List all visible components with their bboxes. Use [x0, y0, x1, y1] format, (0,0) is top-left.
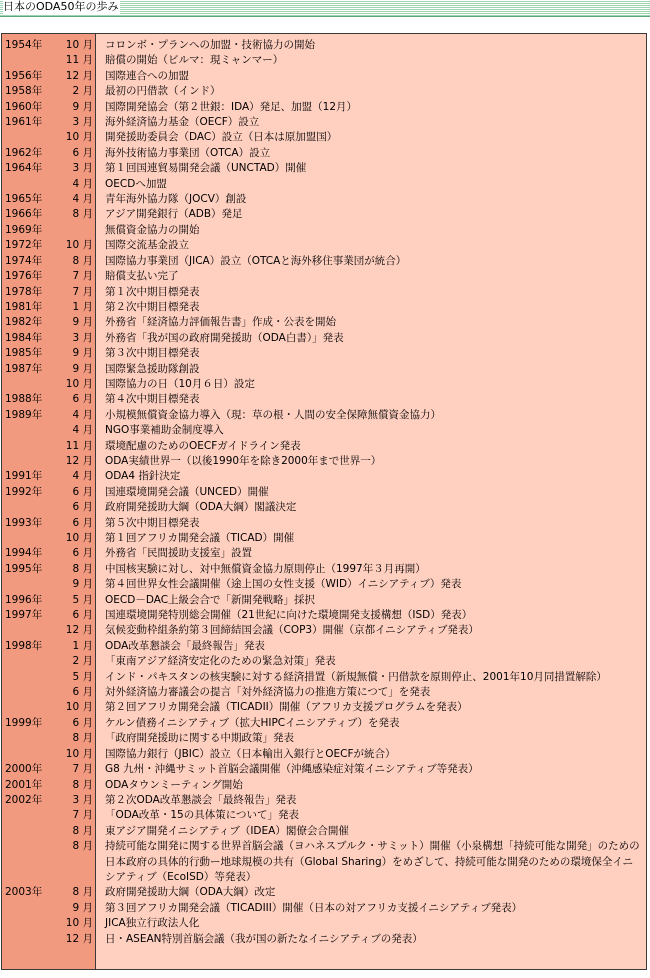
table-row [2, 207, 648, 222]
year-cell [2, 731, 53, 746]
table-row [2, 793, 648, 808]
month-cell: 12 月 [65, 454, 93, 467]
table-row [2, 53, 648, 68]
table-row [2, 654, 648, 669]
table-row [2, 639, 648, 654]
oda-timeline-table [1, 33, 647, 970]
year-cell [2, 454, 53, 469]
month-cell: 6 月 [72, 609, 93, 622]
event-cell: 最初の円借款（インド） [105, 85, 221, 98]
table-row [2, 331, 648, 346]
year-cell [2, 500, 53, 515]
table-row [2, 500, 648, 515]
month-cell: 7 月 [72, 270, 93, 283]
event-cell: 無償資金協力の開始 [105, 223, 200, 236]
table-row [2, 747, 648, 762]
event-cell: 国際協力銀行（JBIC）設立（日本輸出入銀行とOECFが統合） [105, 747, 396, 760]
event-cell: 国際協力事業団（JICA）設立（OTCAと海外移住事業団が統合） [105, 254, 407, 267]
month-cell: 11 月 [65, 54, 93, 67]
month-cell: 7 月 [72, 285, 93, 298]
table-row [2, 84, 648, 99]
table-row [2, 100, 648, 115]
year-cell [2, 916, 53, 931]
month-cell: 8 月 [72, 886, 93, 899]
year-cell [2, 824, 53, 839]
year-cell [2, 901, 53, 916]
year-cell: 1972年 [5, 239, 43, 252]
event-cell: 第３回アフリカ開発会議（TICADIII）開催（日本の対アフリカ支援イニシアティブ発表） [105, 901, 523, 914]
month-cell: 10 月 [65, 377, 93, 390]
event-cell: 国際連合への加盟 [105, 69, 189, 82]
event-cell: 第１次中期目標発表 [105, 285, 200, 298]
event-cell: 第３次中期目標発表 [105, 347, 200, 360]
event-cell: ODA4 指針決定 [105, 470, 181, 483]
event-cell: 開発援助委員会（DAC）設立（日本は原加盟国） [105, 131, 338, 144]
month-cell: 2 月 [72, 655, 93, 668]
month-cell: 5 月 [72, 670, 93, 683]
month-cell: 8 月 [72, 254, 93, 267]
event-cell: 「ODA改革・15の具体策について」発表 [105, 809, 299, 822]
table-row [2, 516, 648, 531]
month-cell: 4 月 [72, 177, 93, 190]
year-cell: 1998年 [5, 639, 43, 652]
table-row [2, 69, 648, 84]
table-row [2, 161, 648, 176]
table-row [2, 685, 648, 700]
event-cell: 政府開発援助大綱（ODA大綱）改定 [105, 886, 276, 899]
month-cell: 4 月 [72, 408, 93, 421]
month-cell: 7 月 [72, 809, 93, 822]
event-cell: 環境配慮のためのOECFガイドライン発表 [105, 439, 301, 452]
year-cell: 1981年 [5, 300, 43, 313]
year-cell: 1978年 [5, 285, 43, 298]
event-cell: 国連環境開発特別総会開催（21世紀に向けた環境開発支援構想（ISD）発表） [105, 609, 473, 622]
month-cell: 4 月 [72, 424, 93, 437]
event-cell: 青年海外協力隊（JOCV）創設 [105, 193, 247, 206]
year-cell [2, 685, 53, 700]
year-cell: 1976年 [5, 270, 43, 283]
event-cell: JICA独立行政法人化 [105, 917, 200, 930]
year-cell: 1995年 [5, 562, 43, 575]
table-row [2, 115, 648, 130]
month-cell: 3 月 [72, 116, 93, 129]
event-cell: 第２次ODA改革懇談会「最終報告」発表 [105, 793, 297, 806]
month-cell: 1 月 [72, 639, 93, 652]
event-cell: 国際緊急援助隊創設 [105, 362, 200, 375]
table-row [2, 223, 648, 238]
year-cell: 1987年 [5, 362, 43, 375]
year-cell [2, 747, 53, 762]
table-row [2, 269, 648, 284]
month-cell: 10 月 [65, 701, 93, 714]
event-cell: OECD－DAC上級会合で「新開発戦略」採択 [105, 593, 316, 606]
year-cell: 2001年 [5, 778, 43, 791]
year-cell: 1964年 [5, 162, 43, 175]
table-row [2, 377, 648, 392]
year-cell: 1969年 [5, 223, 43, 236]
month-cell: 3 月 [72, 162, 93, 175]
month-cell: 6 月 [72, 501, 93, 514]
year-cell: 2003年 [5, 886, 43, 899]
table-row [2, 408, 648, 423]
event-cell: 第２次中期目標発表 [105, 300, 200, 313]
month-cell: 3 月 [72, 793, 93, 806]
table-row [2, 177, 648, 192]
year-cell [2, 808, 53, 823]
year-cell [2, 177, 53, 192]
table-row [2, 562, 648, 577]
event-cell: NGO事業補助金制度導入 [105, 424, 224, 437]
month-cell: 9 月 [72, 901, 93, 914]
event-cell: 賠償支払い完了 [105, 270, 179, 283]
year-cell [2, 700, 53, 715]
table-row [2, 423, 648, 438]
month-cell: 10 月 [65, 747, 93, 760]
month-cell: 6 月 [72, 716, 93, 729]
table-row [2, 824, 648, 839]
event-cell: 気候変動枠組条約第３回締結国会議（COP3）開催（京都イニシアティブ発表） [105, 624, 479, 637]
table-row [2, 146, 648, 161]
month-cell: 6 月 [72, 485, 93, 498]
event-cell: 政府開発援助大綱（ODA大綱）閣議決定 [105, 501, 297, 514]
event-cell: 対外経済協力審議会の提言「対外経済協力の推進方策につて」を発表 [105, 686, 431, 699]
month-cell [53, 223, 97, 238]
month-cell: 9 月 [72, 362, 93, 375]
year-cell: 1992年 [5, 485, 43, 498]
month-cell: 12 月 [65, 624, 93, 637]
month-cell: 9 月 [72, 347, 93, 360]
title-bar [0, 0, 650, 17]
table-row [2, 546, 648, 561]
table-row [2, 238, 648, 253]
event-cell: 国際交流基金設立 [105, 239, 189, 252]
event-cell: 国際協力の日（10月６日）設定 [105, 377, 255, 390]
month-cell: 1 月 [72, 300, 93, 313]
month-cell: 10 月 [65, 917, 93, 930]
year-cell: 1984年 [5, 331, 43, 344]
year-cell [2, 377, 53, 392]
year-cell: 1961年 [5, 116, 43, 129]
event-cell: 第５次中期目標発表 [105, 516, 200, 529]
month-cell: 6 月 [72, 686, 93, 699]
month-cell: 8 月 [72, 824, 93, 837]
event-cell: ODAタウンミーティング開始 [105, 778, 243, 791]
year-cell: 1965年 [5, 193, 43, 206]
table-row [2, 623, 648, 638]
table-row [2, 916, 648, 931]
event-cell: 外務省「経済協力評価報告書」作成・公表を開始 [105, 316, 336, 329]
event-cell: コロンボ・プランへの加盟・技術協力の開始 [105, 39, 315, 51]
year-cell: 1958年 [5, 85, 43, 98]
month-cell: 8 月 [72, 562, 93, 575]
table-row [2, 778, 648, 793]
table-row [2, 254, 648, 269]
table-row [2, 593, 648, 608]
month-cell: 8 月 [72, 840, 93, 853]
month-cell: 3 月 [72, 331, 93, 344]
year-cell: 1991年 [5, 470, 43, 483]
month-cell: 6 月 [72, 547, 93, 560]
month-cell: 12 月 [65, 69, 93, 82]
event-cell: アジア開発銀行（ADB）発足 [105, 208, 243, 221]
event-cell: 第２回アフリカ開発会議（TICADII）開催（アフリカ支援プログラムを発表） [105, 701, 468, 714]
year-cell: 1982年 [5, 316, 43, 329]
year-cell: 1985年 [5, 347, 43, 360]
month-cell: 6 月 [72, 393, 93, 406]
event-cell: 国連環境開発会議（UNCED）開催 [105, 485, 269, 498]
event-cell: 外務省「民間援助支援室」設置 [105, 547, 252, 560]
table-row [2, 716, 648, 731]
event-cell: ケルン債務イニシアティブ（拡大HIPCイニシアティブ）を発表 [105, 716, 400, 729]
table-row [2, 901, 648, 916]
table-row [2, 670, 648, 685]
month-cell: 7 月 [72, 763, 93, 776]
event-cell: 海外経済協力基金（OECF）設立 [105, 116, 260, 129]
month-cell: 8 月 [72, 208, 93, 221]
table-row [2, 346, 648, 361]
year-cell: 1997年 [5, 609, 43, 622]
table-row [2, 315, 648, 330]
year-cell: 1956年 [5, 69, 43, 82]
table-row [2, 932, 648, 947]
month-cell: 8 月 [72, 778, 93, 791]
event-cell: 国際開発協会（第２世銀：IDA）発足、加盟（12月） [105, 100, 358, 113]
year-cell: 1988年 [5, 393, 43, 406]
event-cell: 第４回世界女性会議開催（途上国の女性支援（WID）イニシアティブ）発表 [105, 578, 462, 591]
event-cell: 外務省「我が国の政府開発援助（ODA白書）」発表 [105, 331, 344, 344]
month-cell: 4 月 [72, 470, 93, 483]
month-cell: 4 月 [72, 193, 93, 206]
month-cell: 6 月 [72, 516, 93, 529]
table-row [2, 885, 648, 900]
page-title: 日本のODA50年の歩み [3, 0, 119, 13]
table-row [2, 454, 648, 469]
table-row [2, 485, 648, 500]
event-cell: インド・パキスタンの核実験に対する経済措置（新規無償・円借款を原則停止、2001年10月同措置解除） [105, 670, 607, 683]
year-cell [2, 130, 53, 145]
year-cell: 1999年 [5, 716, 43, 729]
year-cell: 2000年 [5, 763, 43, 776]
event-cell: 第４次中期目標発表 [105, 393, 200, 406]
year-cell: 1962年 [5, 146, 43, 159]
month-cell: 10 月 [65, 39, 93, 51]
table-row [2, 762, 648, 777]
year-cell [2, 577, 53, 592]
event-cell: OECDへ加盟 [105, 177, 167, 190]
table-row [2, 130, 648, 145]
event-cell: 持続可能な開発に関する世界首脳会議（ヨハネスブルク・サミット）開催（小泉構想「持続可能な開発」のための日本政府の具体的行動ー地球規模の共有（Global Sharing）をめざして、持続可能な開発のための環境保全イニシアティブ（EcoISD）等発表） [105, 840, 640, 883]
year-cell: 1993年 [5, 516, 43, 529]
event-cell: ODA改革懇談会「最終報告」発表 [105, 639, 265, 652]
table-row [2, 731, 648, 746]
year-cell: 1974年 [5, 254, 43, 267]
year-cell: 1989年 [5, 408, 43, 421]
year-cell [2, 839, 53, 885]
year-cell: 2002年 [5, 793, 43, 806]
year-cell [2, 623, 53, 638]
year-cell: 1954年 [5, 39, 43, 51]
table-row [2, 285, 648, 300]
table-row [2, 439, 648, 454]
year-cell [2, 439, 53, 454]
event-cell: 中国核実験に対し、対中無償資金協力原則停止（1997年３月再開） [105, 562, 426, 575]
event-cell: 第１回国連貿易開発会議（UNCTAD）開催 [105, 162, 307, 175]
table-row [2, 392, 648, 407]
event-cell: 「政府開発援助に関する中期政策」発表 [105, 732, 294, 745]
year-cell [2, 932, 53, 947]
month-cell: 2 月 [72, 85, 93, 98]
timeline-rows [2, 38, 648, 947]
year-cell: 1960年 [5, 100, 43, 113]
month-cell: 9 月 [72, 316, 93, 329]
month-cell: 12 月 [65, 932, 93, 945]
table-row [2, 300, 648, 315]
table-row [2, 808, 648, 823]
year-cell [2, 531, 53, 546]
table-row [2, 608, 648, 623]
table-row [2, 839, 648, 885]
month-cell: 9 月 [72, 100, 93, 113]
event-cell: 東アジア開発イニシアティブ（IDEA）閣僚会合開催 [105, 824, 349, 837]
table-row [2, 38, 648, 53]
year-cell [2, 423, 53, 438]
table-row [2, 362, 648, 377]
year-cell [2, 670, 53, 685]
event-cell: 日・ASEAN特別首脳会議（我が国の新たなイニシアティブの発表） [105, 932, 423, 945]
month-cell: 11 月 [65, 439, 93, 452]
month-cell: 10 月 [65, 532, 93, 544]
event-cell: 第１回アフリカ開発会議（TICAD）開催 [105, 532, 295, 544]
table-row [2, 469, 648, 484]
year-cell: 1966年 [5, 208, 43, 221]
event-cell: ODA実績世界一（以後1990年を除き2000年まで世界一） [105, 454, 382, 467]
month-cell: 6 月 [72, 146, 93, 159]
year-cell [2, 53, 53, 68]
month-cell: 10 月 [65, 131, 93, 144]
event-cell: 小規模無償資金協力導入（現：草の根・人間の安全保障無償資金協力） [105, 408, 441, 421]
table-row [2, 192, 648, 207]
event-cell: G8 九州・沖縄サミット首脳会議開催（沖縄感染症対策イニシアティブ等発表） [105, 763, 479, 776]
event-cell: 「東南アジア経済安定化のための緊急対策」発表 [105, 655, 336, 668]
table-row [2, 531, 648, 546]
event-cell: 賠償の開始（ビルマ：現ミャンマー） [105, 54, 284, 67]
table-row [2, 577, 648, 592]
event-cell: 海外技術協力事業団（OTCA）設立 [105, 146, 271, 159]
month-cell: 9 月 [72, 578, 93, 591]
month-cell: 10 月 [65, 239, 93, 252]
year-cell [2, 654, 53, 669]
year-cell: 1996年 [5, 593, 43, 606]
table-row [2, 700, 648, 715]
month-cell: 5 月 [72, 593, 93, 606]
year-cell: 1994年 [5, 547, 43, 560]
month-cell: 8 月 [72, 732, 93, 745]
